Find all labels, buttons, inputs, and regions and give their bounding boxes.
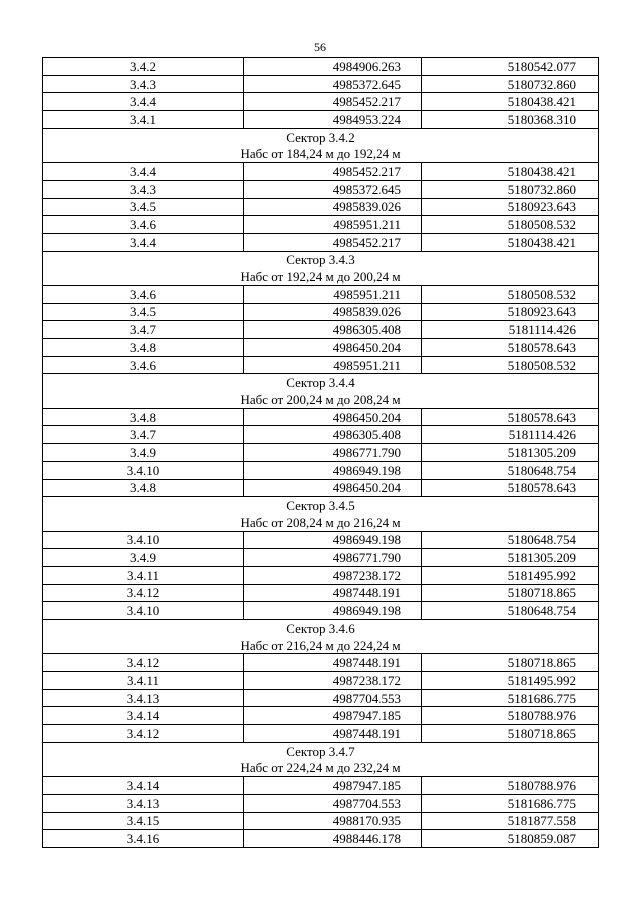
table-row	[43, 672, 599, 690]
table-row	[43, 180, 599, 198]
x-coordinate-cell: 5180718.865	[422, 584, 599, 602]
y-coordinate-cell: 4986305.408	[244, 321, 422, 339]
x-coordinate-cell: 5180788.976	[422, 777, 599, 795]
sector-title-row	[43, 620, 599, 637]
x-coordinate-cell: 5181686.775	[422, 689, 599, 707]
x-coordinate-cell: 5180508.532	[422, 356, 599, 374]
table-row	[43, 198, 599, 216]
table-row	[43, 58, 599, 76]
table-row	[43, 794, 599, 812]
table-row	[43, 479, 599, 497]
point-number-cell: 3.4.9	[43, 549, 244, 567]
y-coordinate-cell: 4986450.204	[244, 479, 422, 497]
point-number-cell: 3.4.4	[43, 93, 244, 111]
y-coordinate-cell: 4984906.263	[244, 58, 422, 76]
sector-range-row	[43, 268, 599, 285]
sector-height-range: Набс от 192,24 м до 200,24 м	[43, 268, 599, 285]
table-row	[43, 830, 599, 848]
table-row	[43, 531, 599, 549]
point-number-cell: 3.4.14	[43, 777, 244, 795]
table-row	[43, 584, 599, 602]
point-number-cell: 3.4.3	[43, 180, 244, 198]
x-coordinate-cell: 5180368.310	[422, 111, 599, 129]
page-number: 56	[314, 40, 326, 54]
table-row	[43, 321, 599, 339]
point-number-cell: 3.4.14	[43, 707, 244, 725]
x-coordinate-cell: 5180718.865	[422, 654, 599, 672]
y-coordinate-cell: 4985951.211	[244, 356, 422, 374]
sector-title: Сектор 3.4.2	[43, 128, 599, 145]
table-row	[43, 654, 599, 672]
point-number-cell: 3.4.1	[43, 111, 244, 129]
x-coordinate-cell: 5180788.976	[422, 707, 599, 725]
x-coordinate-cell: 5180648.754	[422, 602, 599, 620]
point-number-cell: 3.4.12	[43, 584, 244, 602]
sector-range-row	[43, 391, 599, 408]
point-number-cell: 3.4.10	[43, 461, 244, 479]
sector-title-row	[43, 251, 599, 268]
sector-range-row	[43, 514, 599, 531]
table-row	[43, 777, 599, 795]
y-coordinate-cell: 4987947.185	[244, 777, 422, 795]
x-coordinate-cell: 5181114.426	[422, 426, 599, 444]
sector-range-row	[43, 760, 599, 777]
y-coordinate-cell: 4984953.224	[244, 111, 422, 129]
sector-range-row	[43, 637, 599, 654]
x-coordinate-cell: 5181495.992	[422, 672, 599, 690]
y-coordinate-cell: 4987448.191	[244, 584, 422, 602]
table-row	[43, 566, 599, 584]
x-coordinate-cell: 5180508.532	[422, 285, 599, 303]
table-row	[43, 444, 599, 462]
y-coordinate-cell: 4987448.191	[244, 725, 422, 743]
table-row	[43, 408, 599, 426]
y-coordinate-cell: 4986949.198	[244, 602, 422, 620]
y-coordinate-cell: 4985452.217	[244, 163, 422, 181]
sector-title-row	[43, 374, 599, 391]
y-coordinate-cell: 4985839.026	[244, 198, 422, 216]
y-coordinate-cell: 4985951.211	[244, 216, 422, 234]
sector-range-row	[43, 145, 599, 162]
table-row	[43, 426, 599, 444]
point-number-cell: 3.4.9	[43, 444, 244, 462]
x-coordinate-cell: 5180732.860	[422, 180, 599, 198]
table-row	[43, 303, 599, 321]
point-number-cell: 3.4.8	[43, 479, 244, 497]
y-coordinate-cell: 4985372.645	[244, 75, 422, 93]
y-coordinate-cell: 4985839.026	[244, 303, 422, 321]
point-number-cell: 3.4.13	[43, 794, 244, 812]
point-number-cell: 3.4.12	[43, 654, 244, 672]
point-number-cell: 3.4.6	[43, 216, 244, 234]
y-coordinate-cell: 4987238.172	[244, 566, 422, 584]
y-coordinate-cell: 4987947.185	[244, 707, 422, 725]
x-coordinate-cell: 5181114.426	[422, 321, 599, 339]
x-coordinate-cell: 5180542.077	[422, 58, 599, 76]
x-coordinate-cell: 5180718.865	[422, 725, 599, 743]
table-row	[43, 233, 599, 251]
y-coordinate-cell: 4986771.790	[244, 444, 422, 462]
table-row	[43, 339, 599, 357]
point-number-cell: 3.4.13	[43, 689, 244, 707]
x-coordinate-cell: 5181495.992	[422, 566, 599, 584]
y-coordinate-cell: 4987704.553	[244, 689, 422, 707]
x-coordinate-cell: 5181305.209	[422, 549, 599, 567]
y-coordinate-cell: 4987238.172	[244, 672, 422, 690]
point-number-cell: 3.4.6	[43, 356, 244, 374]
y-coordinate-cell: 4985452.217	[244, 93, 422, 111]
point-number-cell: 3.4.7	[43, 426, 244, 444]
x-coordinate-cell: 5181305.209	[422, 444, 599, 462]
point-number-cell: 3.4.10	[43, 602, 244, 620]
y-coordinate-cell: 4987704.553	[244, 794, 422, 812]
x-coordinate-cell: 5181686.775	[422, 794, 599, 812]
table-row	[43, 549, 599, 567]
table-row	[43, 216, 599, 234]
sector-title-row	[43, 497, 599, 514]
x-coordinate-cell: 5180923.643	[422, 303, 599, 321]
point-number-cell: 3.4.8	[43, 339, 244, 357]
table-row	[43, 461, 599, 479]
table-row	[43, 689, 599, 707]
table-row	[43, 725, 599, 743]
x-coordinate-cell: 5180859.087	[422, 830, 599, 848]
x-coordinate-cell: 5180578.643	[422, 339, 599, 357]
x-coordinate-cell: 5180732.860	[422, 75, 599, 93]
y-coordinate-cell: 4986771.790	[244, 549, 422, 567]
table-row	[43, 75, 599, 93]
point-number-cell: 3.4.4	[43, 163, 244, 181]
y-coordinate-cell: 4988446.178	[244, 830, 422, 848]
sector-title: Сектор 3.4.5	[43, 497, 599, 514]
sector-height-range: Набс от 184,24 м до 192,24 м	[43, 145, 599, 162]
point-number-cell: 3.4.7	[43, 321, 244, 339]
y-coordinate-cell: 4987448.191	[244, 654, 422, 672]
table-row	[43, 111, 599, 129]
point-number-cell: 3.4.8	[43, 408, 244, 426]
y-coordinate-cell: 4986450.204	[244, 339, 422, 357]
y-coordinate-cell: 4985951.211	[244, 285, 422, 303]
y-coordinate-cell: 4986949.198	[244, 531, 422, 549]
coordinates-table-body	[43, 58, 599, 848]
sector-title: Сектор 3.4.7	[43, 742, 599, 759]
coordinates-table	[42, 57, 599, 848]
x-coordinate-cell: 5180648.754	[422, 531, 599, 549]
point-number-cell: 3.4.11	[43, 672, 244, 690]
x-coordinate-cell: 5180508.532	[422, 216, 599, 234]
table-row	[43, 93, 599, 111]
sector-height-range: Набс от 216,24 м до 224,24 м	[43, 637, 599, 654]
point-number-cell: 3.4.6	[43, 285, 244, 303]
sector-title: Сектор 3.4.3	[43, 251, 599, 268]
x-coordinate-cell: 5180578.643	[422, 479, 599, 497]
sector-height-range: Набс от 200,24 м до 208,24 м	[43, 391, 599, 408]
table-row	[43, 163, 599, 181]
y-coordinate-cell: 4986949.198	[244, 461, 422, 479]
sector-height-range: Набс от 208,24 м до 216,24 м	[43, 514, 599, 531]
point-number-cell: 3.4.5	[43, 198, 244, 216]
sector-title: Сектор 3.4.4	[43, 374, 599, 391]
table-row	[43, 356, 599, 374]
sector-title-row	[43, 128, 599, 145]
y-coordinate-cell: 4985452.217	[244, 233, 422, 251]
point-number-cell: 3.4.11	[43, 566, 244, 584]
table-row	[43, 602, 599, 620]
x-coordinate-cell: 5181877.558	[422, 812, 599, 830]
point-number-cell: 3.4.2	[43, 58, 244, 76]
x-coordinate-cell: 5180438.421	[422, 163, 599, 181]
point-number-cell: 3.4.15	[43, 812, 244, 830]
point-number-cell: 3.4.5	[43, 303, 244, 321]
point-number-cell: 3.4.3	[43, 75, 244, 93]
sector-height-range: Набс от 224,24 м до 232,24 м	[43, 760, 599, 777]
x-coordinate-cell: 5180438.421	[422, 233, 599, 251]
point-number-cell: 3.4.12	[43, 725, 244, 743]
x-coordinate-cell: 5180578.643	[422, 408, 599, 426]
point-number-cell: 3.4.16	[43, 830, 244, 848]
y-coordinate-cell: 4986450.204	[244, 408, 422, 426]
sector-title: Сектор 3.4.6	[43, 620, 599, 637]
table-row	[43, 707, 599, 725]
x-coordinate-cell: 5180438.421	[422, 93, 599, 111]
x-coordinate-cell: 5180648.754	[422, 461, 599, 479]
y-coordinate-cell: 4985372.645	[244, 180, 422, 198]
point-number-cell: 3.4.10	[43, 531, 244, 549]
point-number-cell: 3.4.4	[43, 233, 244, 251]
table-row	[43, 285, 599, 303]
sector-title-row	[43, 742, 599, 759]
y-coordinate-cell: 4986305.408	[244, 426, 422, 444]
table-row	[43, 812, 599, 830]
x-coordinate-cell: 5180923.643	[422, 198, 599, 216]
y-coordinate-cell: 4988170.935	[244, 812, 422, 830]
